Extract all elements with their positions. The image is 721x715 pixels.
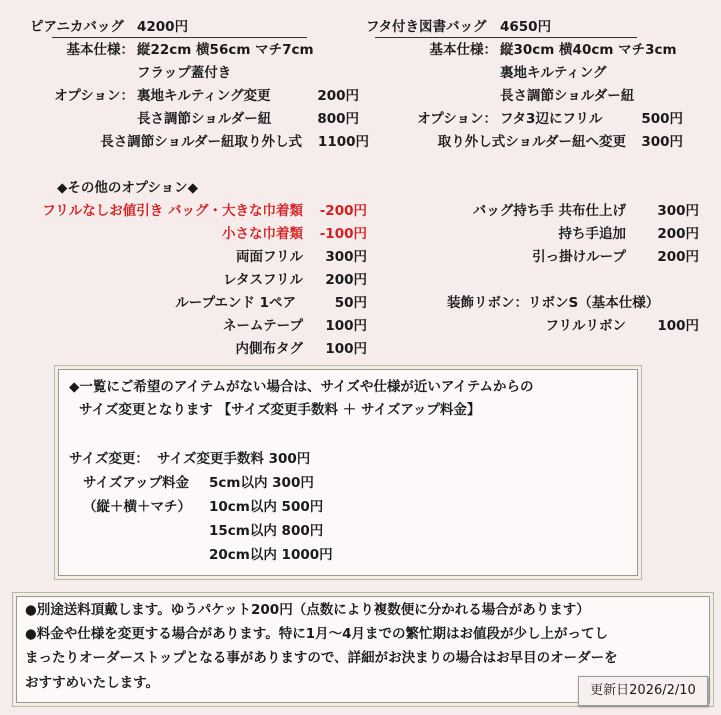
option-price: 200円 (657, 226, 699, 242)
option-name: 内側布タグ (235, 341, 303, 357)
note-line: おすすめいたします。 (25, 675, 160, 691)
option-name: ネームテープ (222, 318, 303, 334)
option-price: -100円 (319, 226, 367, 242)
option-name: フタ3辺にフリル (500, 111, 603, 127)
size-tier: 5cm以内 300円 (209, 475, 314, 491)
divider (52, 37, 307, 38)
option-name: 持ち手追加 (558, 226, 626, 242)
spec-label: 基本仕様： (429, 42, 497, 58)
divider (375, 37, 637, 38)
size-dimension-note: （縦＋横＋マチ） (83, 499, 191, 515)
option-price: 300円 (325, 249, 367, 265)
option-price: -200円 (319, 203, 367, 219)
option-name: 小さな巾着類 (222, 226, 303, 242)
option-price: 800円 (317, 111, 359, 127)
size-change-box (58, 369, 638, 576)
option-price: 100円 (325, 318, 367, 334)
option-name: 長さ調節ショルダー紐取り外し式 (100, 134, 302, 150)
bag2-price: 4650円 (500, 19, 552, 35)
option-price: 100円 (325, 341, 367, 357)
size-tier: 20cm以内 1000円 (209, 547, 333, 563)
option-name: 裏地キルティング変更 (137, 88, 271, 104)
option-name: 引っ掛けループ (532, 249, 626, 265)
note-line: ●別途送料頂戴します。ゆうパケット200円（点数により複数便に分かれる場合があります） (25, 602, 590, 618)
size-change-fee: サイズ変更手数料 300円 (157, 451, 311, 467)
option-price: 300円 (657, 203, 699, 219)
size-note: ◆一覧にご希望のアイテムがない場合は、サイズや仕様が近いアイテムからの (69, 379, 534, 395)
spec-label: 基本仕様： (66, 42, 134, 58)
option-price: 200円 (325, 272, 367, 288)
note-line: ●料金や仕様を変更する場合があります。特に1月～4月までの繁忙期はお値段が少し上がってし (25, 626, 608, 642)
option-name: 長さ調節ショルダー紐 (137, 111, 272, 127)
option-name: 装飾リボン：リボンS（基本仕様） (447, 295, 660, 311)
spec: フラップ蓋付き (137, 65, 232, 81)
size-up-label: サイズアップ料金 (83, 475, 189, 491)
option-name: フリルなしお値引き バッグ・大きな巾着類 (42, 203, 303, 219)
updated-date: 更新日2026/2/10 (578, 676, 708, 706)
spec: 縦30cm 横40cm マチ3cm (500, 42, 677, 58)
note-line: まったりオーダーストップとなる事がありますので、詳細がお決まりの場合はお早目のオーダーを (25, 650, 618, 666)
option-price: 50円 (334, 295, 367, 311)
option-price: 300円 (641, 134, 683, 150)
bag2-title: フタ付き図書バッグ (366, 19, 487, 35)
spec: 縦22cm 横56cm マチ7cm (137, 42, 314, 58)
option-name: ループエンド 1ペア (175, 295, 296, 311)
option-name: レタスフリル (223, 272, 303, 288)
section-heading: ◆その他のオプション◆ (57, 180, 199, 196)
spec: 裏地キルティング (500, 65, 607, 81)
size-tier: 10cm以内 500円 (209, 499, 324, 515)
size-note: サイズ変更となります 【サイズ変更手数料 ＋ サイズアップ料金】 (79, 402, 481, 418)
option-price: 500円 (641, 111, 683, 127)
option-label: オプション： (54, 88, 134, 104)
option-price: 100円 (657, 318, 699, 334)
option-name: 取り外し式ショルダー紐へ変更 (437, 134, 626, 150)
size-tier: 15cm以内 800円 (209, 523, 324, 539)
spec: 長さ調節ショルダー紐 (500, 88, 635, 104)
option-price: 1100円 (317, 134, 369, 150)
option-price: 200円 (657, 249, 699, 265)
bag1-title: ピアニカバッグ (30, 19, 124, 35)
option-price: 200円 (317, 88, 359, 104)
option-label: オプション： (417, 111, 497, 127)
option-name: 両面フリル (236, 249, 303, 265)
option-name: バッグ持ち手 共布仕上げ (472, 203, 626, 219)
bag1-price: 4200円 (137, 19, 189, 35)
option-name: フリルリボン (545, 318, 626, 334)
size-change-label: サイズ変更： (69, 451, 149, 467)
